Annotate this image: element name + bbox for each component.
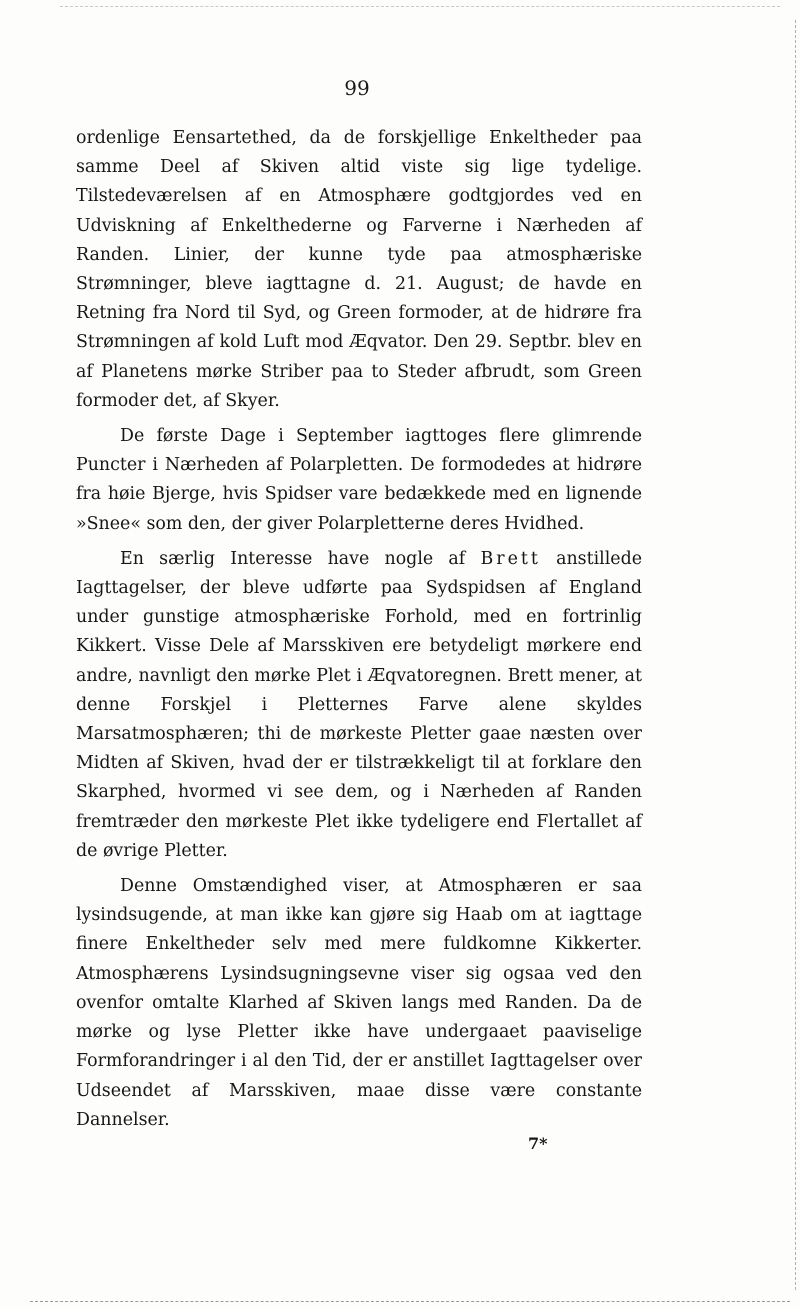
page-number: 99	[344, 76, 370, 100]
scan-edge-bottom	[30, 1301, 790, 1303]
scan-edge-right	[795, 20, 797, 1290]
paragraph-3-lead: En særlig Interesse have nogle af	[120, 548, 466, 569]
paragraph-1: ordenlige Eensartethed, da de forskjellige Enkeltheder paa samme Deel af Skiven altid viste sig lige tydelige. Tilstedeværelsen af en Atmosphære godtgjordes ved en Udviskning af Enkelthederne og Farverne i Nærheden af Randen. Linier, der kunne tyde paa atmosphæriske Strømninger, bleve iagttagne d. 21. August; de havde en Retning fra Nord til Syd, og Green formoder, at de hidrøre fra Strømningen af kold Luft mod Æqvator. Den 29. Septbr. blev en af Planetens mørke Striber paa to Steder afbrudt, som Green formoder det, af Skyer.	[76, 128, 642, 411]
body-text	[76, 124, 642, 1141]
name-brett-spaced: Brett	[480, 548, 541, 569]
paragraph-3	[76, 545, 642, 866]
paragraph-2: De første Dage i September iagttoges flere glimrende Puncter i Nærheden af Polarpletten. De formodedes at hidrøre fra høie Bjerge, hvis Spidser vare bedækkede med en lignende »Snee« som den, der giver Polarpletterne deres Hvidhed.	[76, 426, 642, 534]
scan-edge-top	[60, 6, 780, 8]
paragraph-3-rest: anstillede Iagttagelser, der bleve udførte paa Sydspidsen af England under gunstige atmosphæriske Forhold, med en fortrinlig Kikkert. Visse Dele af Marsskiven ere betydeligt mørkere end andre, navnligt den mørke Plet i Æqvatoregnen. Brett mener, at denne Forskjel i Pletternes Farve alene skyldes Marsatmosphæren; thi de mørkeste Pletter gaae næsten over Midten af Skiven, hvad der er tilstrækkeligt til at forklare den Skarphed, hvormed vi see dem, og i Nærheden af Randen fremtræder den mørkeste Plet ikke tydeligere end Flertallet af de øvrige Pletter.	[76, 548, 642, 861]
signature-mark: 7*	[528, 1134, 548, 1153]
paragraph-4: Denne Omstændighed viser, at Atmosphæren er saa lysindsugende, at man ikke kan gjøre sig Haab om at iagttage finere Enkeltheder selv med mere fuldkomne Kikkerter. Atmosphærens Lysindsugningsevne viser sig ogsaa ved den ovenfor omtalte Klarhed af Skiven langs med Randen. Da de mørke og lyse Pletter ikke have undergaaet paaviselige Formforandringer i al den Tid, der er anstillet Iagttagelser over Udseendet af Marsskiven, maae disse være constante Dannelser.	[76, 876, 642, 1130]
